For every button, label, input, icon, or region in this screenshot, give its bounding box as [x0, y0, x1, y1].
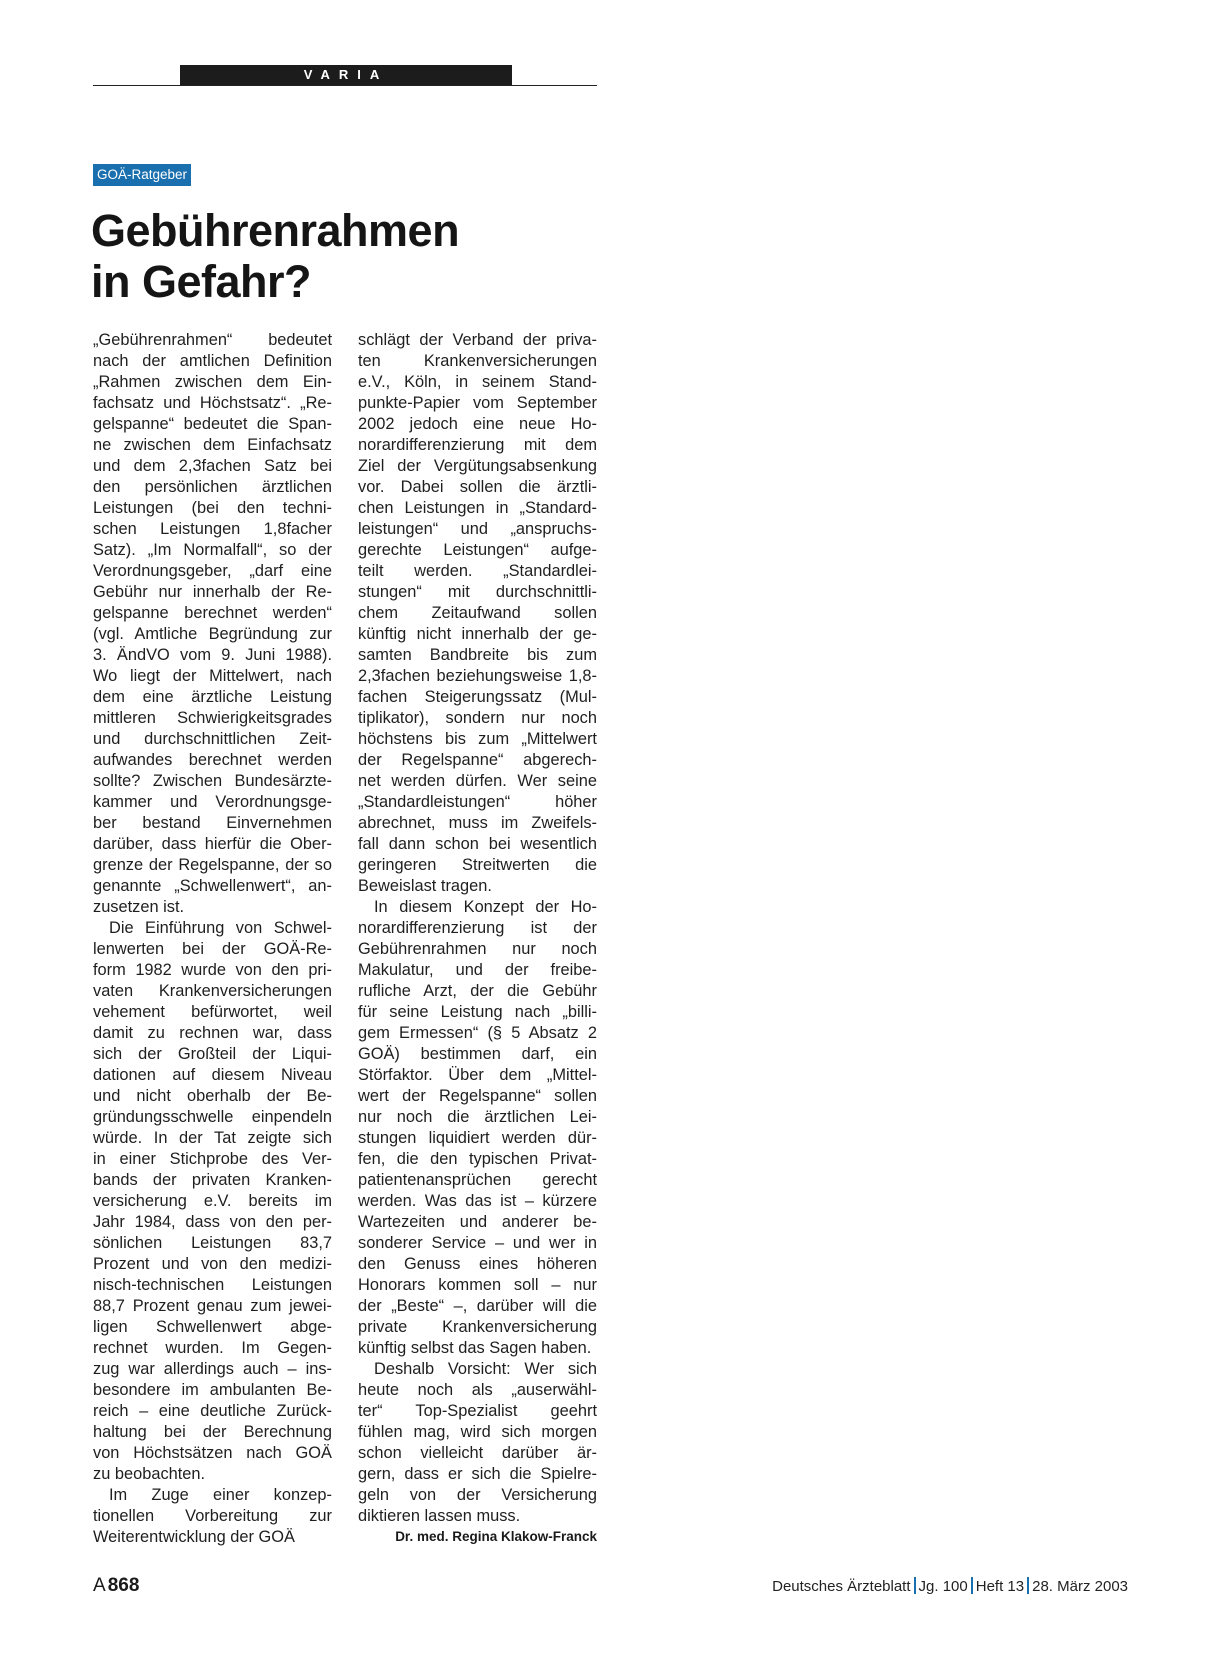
text-line: In diesem Konzept der Ho-: [374, 898, 597, 916]
text-line: wert der Regelspanne“ sollen: [358, 1087, 597, 1105]
text-line: gründungsschwelle einpendeln: [93, 1108, 332, 1126]
text-line: 3. ÄndVO vom 9. Juni 1988).: [93, 646, 332, 664]
text-line: Makulatur, und der freibe-: [358, 961, 597, 979]
text-line: Jahr 1984, dass von den per-: [93, 1213, 332, 1231]
text-line: haltung bei der Berechnung: [93, 1423, 332, 1441]
text-line: zug war allerdings auch – ins-: [93, 1360, 332, 1378]
text-line: würde. In der Tat zeigte sich: [93, 1129, 332, 1147]
page-number: [93, 1574, 139, 1598]
text-line: werden. Was das ist – kürzere: [358, 1192, 597, 1210]
text-line: fall dann schon bei wesentlich: [358, 835, 597, 853]
text-line: gern, dass er sich die Spielre-: [358, 1465, 597, 1483]
text-line: stungen“ mit durchschnittli-: [358, 583, 597, 601]
text-line: Wo liegt der Mittelwert, nach: [93, 667, 332, 685]
text-line: form 1982 wurde von den pri-: [93, 961, 332, 979]
rubric-label: GOÄ-Ratgeber: [93, 164, 191, 186]
text-line: mittleren Schwierigkeitsgrades: [93, 709, 332, 727]
text-line: Verordnungsgeber, „darf eine: [93, 562, 332, 580]
text-line: dationen auf diesem Niveau: [93, 1066, 332, 1084]
text-line: ne zwischen dem Einfachsatz: [93, 436, 332, 454]
text-line: chen Leistungen in „Standard-: [358, 499, 597, 517]
text-line: vaten Krankenversicherungen: [93, 982, 332, 1000]
text-line: Ziel der Vergütungsabsenkung: [358, 457, 597, 475]
section-banner: VARIA: [180, 65, 512, 85]
footer-separator: [914, 1577, 916, 1594]
text-line: Honorars kommen soll – nur: [358, 1276, 597, 1294]
text-line: geln von der Versicherung: [358, 1486, 597, 1504]
text-line: Die Einführung von Schwel-: [109, 919, 332, 937]
journal-issue: Heft 13: [975, 1578, 1025, 1595]
text-line: ter“ Top-Spezialist geehrt: [358, 1402, 597, 1420]
text-line: vor. Dabei sollen die ärztli-: [358, 478, 597, 496]
text-line: Satz). „Im Normalfall“, so der: [93, 541, 332, 559]
text-line: norardifferenzierung ist der: [358, 919, 597, 937]
text-line: gelspanne berechnet werden“: [93, 604, 332, 622]
author-byline: Dr. med. Regina Klakow-Franck: [395, 1529, 597, 1544]
text-line: norardifferenzierung mit dem: [358, 436, 597, 454]
text-line: schen Leistungen 1,8facher: [93, 520, 332, 538]
journal-volume: Jg. 100: [918, 1578, 968, 1595]
text-line: sonderer Service – und wer in: [358, 1234, 597, 1252]
text-line: net werden dürfen. Wer seine: [358, 772, 597, 790]
text-line: sönlichen Leistungen 83,7: [93, 1234, 332, 1252]
text-line: darüber, dass hierfür die Ober-: [93, 835, 332, 853]
text-line: den persönlichen ärztlichen: [93, 478, 332, 496]
header-rule: [93, 85, 597, 86]
text-line: genannte „Schwellenwert“, an-: [93, 877, 332, 895]
footer-separator: [1027, 1577, 1029, 1594]
headline-line-2: in Gefahr?: [91, 256, 312, 307]
text-line: patientenansprüchen gerecht: [358, 1171, 597, 1189]
text-line: e.V., Köln, in seinem Stand-: [358, 373, 597, 391]
text-line: den Genuss eines höheren: [358, 1255, 597, 1273]
text-line: gerechte Leistungen“ aufge-: [358, 541, 597, 559]
text-line: kammer und Verordnungsge-: [93, 793, 332, 811]
page-number-value: 868: [107, 1575, 140, 1596]
text-line: künftig nicht innerhalb der ge-: [358, 625, 597, 643]
headline-line-1: Gebührenrahmen: [91, 205, 460, 256]
text-line: heute noch als „auserwähl-: [358, 1381, 597, 1399]
text-line: fachsatz und Höchstsatz“. „Re-: [93, 394, 332, 412]
text-line: zu beobachten.: [93, 1465, 206, 1483]
text-line: reich – eine deutliche Zurück-: [93, 1402, 332, 1420]
text-line: ten Krankenversicherungen: [358, 352, 597, 370]
text-line: in einer Stichprobe des Ver-: [93, 1150, 332, 1168]
journal-name: Deutsches Ärzteblatt: [772, 1578, 911, 1595]
text-line: nach der amtlichen Definition: [93, 352, 332, 370]
text-line: „Gebührenrahmen“ bedeutet: [93, 331, 332, 349]
text-line: gem Ermessen“ (§ 5 Absatz 2: [358, 1024, 597, 1042]
text-line: stungen liquidiert werden dür-: [358, 1129, 597, 1147]
text-line: zusetzen ist.: [93, 898, 185, 916]
text-line: aufwandes berechnet werden: [93, 751, 332, 769]
text-line: tionellen Vorbereitung zur: [93, 1507, 332, 1525]
text-line: lenwerten bei der GOÄ-Re-: [93, 940, 332, 958]
text-line: gelspanne“ bedeutet die Span-: [93, 415, 332, 433]
text-line: chem Zeitaufwand sollen: [358, 604, 597, 622]
text-line: vehement befürwortet, weil: [93, 1003, 332, 1021]
text-line: ber bestand Einvernehmen: [93, 814, 332, 832]
text-line: schlägt der Verband der priva-: [358, 331, 597, 349]
text-line: damit zu rechnen war, dass: [93, 1024, 332, 1042]
text-line: „Standardleistungen“ höher: [358, 793, 597, 811]
text-column-right: [358, 330, 597, 1527]
text-line: und nicht oberhalb der Be-: [93, 1087, 332, 1105]
text-line: besondere im ambulanten Be-: [93, 1381, 332, 1399]
text-line: private Krankenversicherung: [358, 1318, 597, 1336]
text-line: höchstens bis zum „Mittelwert: [358, 730, 597, 748]
text-line: für seine Leistung nach „billi-: [358, 1003, 597, 1021]
text-line: samten Bandbreite bis zum: [358, 646, 597, 664]
text-line: sollte? Zwischen Bundesärzte-: [93, 772, 332, 790]
text-line: (vgl. Amtliche Begründung zur: [93, 625, 332, 643]
journal-footer: [772, 1577, 1128, 1597]
text-line: Gebühr nur innerhalb der Re-: [93, 583, 332, 601]
text-line: „Rahmen zwischen dem Ein-: [93, 373, 332, 391]
text-line: fen, die den typischen Privat-: [358, 1150, 597, 1168]
text-line: nisch-technischen Leistungen: [93, 1276, 332, 1294]
text-line: GOÄ) bestimmen darf, ein: [358, 1045, 597, 1063]
text-line: 2002 jedoch eine neue Ho-: [358, 415, 597, 433]
page-prefix: A: [93, 1575, 106, 1596]
article-headline: [91, 205, 611, 307]
text-line: bands der privaten Kranken-: [93, 1171, 332, 1189]
text-line: rufliche Arzt, der die Gebühr: [358, 982, 597, 1000]
text-line: fühlen mag, wird sich morgen: [358, 1423, 597, 1441]
text-line: und durchschnittlichen Zeit-: [93, 730, 332, 748]
text-column-left: [93, 330, 332, 1548]
text-line: und dem 2,3fachen Satz bei: [93, 457, 332, 475]
text-line: Wartezeiten und anderer be-: [358, 1213, 597, 1231]
text-line: rechnet wurden. Im Gegen-: [93, 1339, 332, 1357]
text-line: der Regelspanne“ abgerech-: [358, 751, 597, 769]
journal-date: 28. März 2003: [1032, 1578, 1128, 1595]
text-line: diktieren lassen muss.: [358, 1507, 521, 1525]
text-line: grenze der Regelspanne, der so: [93, 856, 332, 874]
text-line: ligen Schwellenwert abge-: [93, 1318, 332, 1336]
text-line: dem eine ärztliche Leistung: [93, 688, 332, 706]
text-line: Störfaktor. Über dem „Mittel-: [358, 1066, 597, 1084]
text-line: leistungen“ und „anspruchs-: [358, 520, 597, 538]
text-line: künftig selbst das Sagen haben.: [358, 1339, 592, 1357]
text-line: tiplikator), sondern nur noch: [358, 709, 597, 727]
text-line: abrechnet, muss im Zweifels-: [358, 814, 597, 832]
text-line: Leistungen (bei den techni-: [93, 499, 332, 517]
text-line: der „Beste“ –, darüber will die: [358, 1297, 597, 1315]
text-line: Im Zuge einer konzep-: [109, 1486, 332, 1504]
text-line: 2,3fachen beziehungsweise 1,8-: [358, 667, 597, 685]
text-line: geringeren Streitwerten die: [358, 856, 597, 874]
text-line: Deshalb Vorsicht: Wer sich: [374, 1360, 597, 1378]
text-line: 88,7 Prozent genau zum jewei-: [93, 1297, 332, 1315]
text-line: Beweislast tragen.: [358, 877, 492, 895]
text-line: Weiterentwicklung der GOÄ: [93, 1528, 295, 1546]
text-line: Gebührenrahmen nur noch: [358, 940, 597, 958]
text-line: schon vielleicht darüber är-: [358, 1444, 597, 1462]
text-line: versicherung e.V. bereits im: [93, 1192, 332, 1210]
text-line: fachen Steigerungssatz (Mul-: [358, 688, 597, 706]
footer-separator: [971, 1577, 973, 1594]
text-line: punkte-Papier vom September: [358, 394, 597, 412]
text-line: teilt werden. „Standardlei-: [358, 562, 597, 580]
text-line: von Höchstsätzen nach GOÄ: [93, 1444, 332, 1462]
text-line: Prozent und von den medizi-: [93, 1255, 332, 1273]
text-line: sich der Großteil der Liqui-: [93, 1045, 332, 1063]
text-line: nur noch die ärztlichen Lei-: [358, 1108, 597, 1126]
